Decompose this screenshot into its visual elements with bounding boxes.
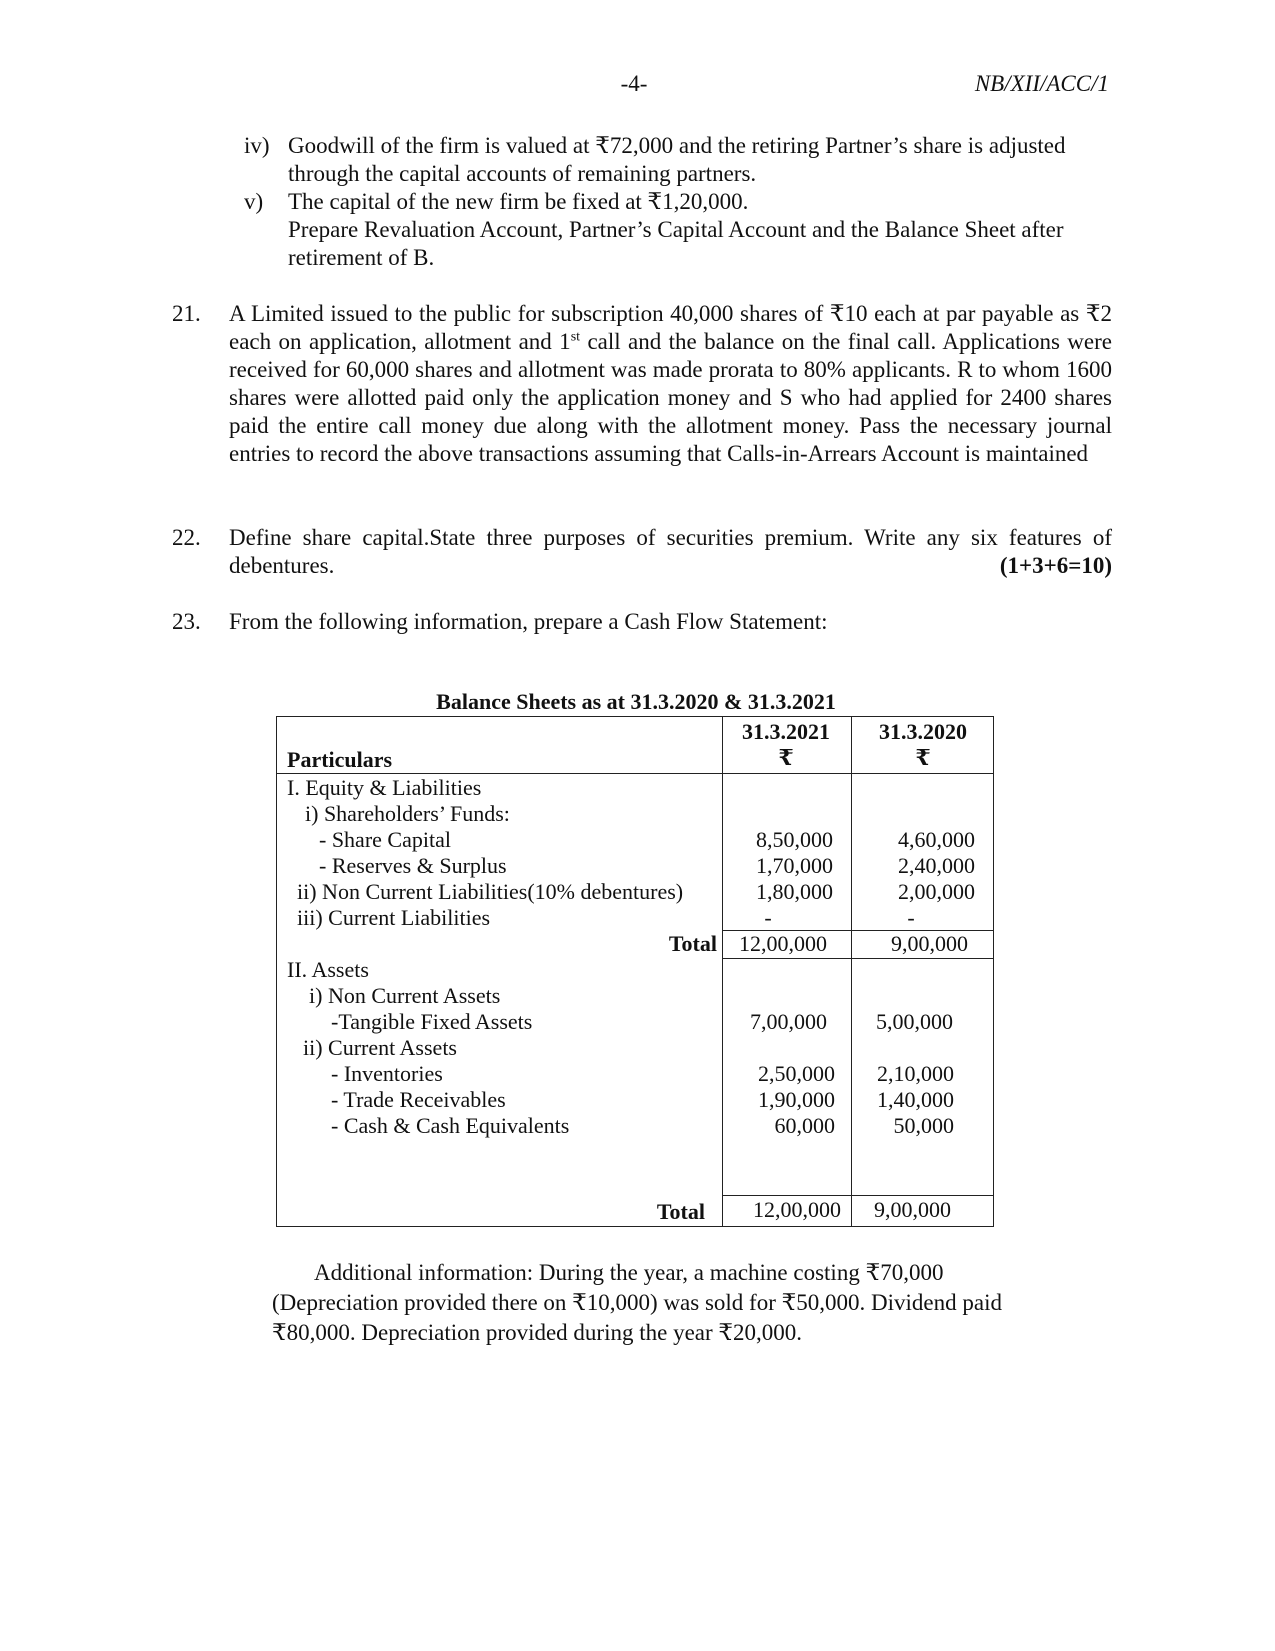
table-cell-2021: - bbox=[764, 905, 772, 930]
header-divider bbox=[277, 773, 993, 774]
column-header-2021: 31.3.2021 bbox=[742, 719, 830, 744]
table-cell-2021: 12,00,000 bbox=[753, 1197, 841, 1222]
question-number: 22. bbox=[172, 525, 201, 550]
table-row-label: - Cash & Cash Equivalents bbox=[331, 1113, 570, 1138]
list-item-text: The capital of the new firm be fixed at ₹1,20,000. bbox=[288, 189, 749, 214]
table-row-label: i) Shareholders’ Funds: bbox=[305, 801, 510, 826]
table-cell-2020: - bbox=[907, 905, 915, 930]
list-item-number: v) bbox=[244, 189, 264, 214]
question-text: A Limited issued to the public for subscription 40,000 shares of ₹10 each at par payable as ₹2 each on application, allotment and 1st call and the balance on the final call. Applications were received for 60,000 shares and allotment was made prorata to 80% applicants. R to whom 1600 shares were allotted paid only the application money and S who had applied for 2400 shares paid the entire call money due along with the allotment money. Pass the necessary journal entries to record the above transactions assuming that Calls-in-Arrears Account is maintained bbox=[229, 301, 1112, 466]
column-divider bbox=[722, 717, 723, 1226]
table-caption: Balance Sheets as at 31.3.2020 & 31.3.2021 bbox=[436, 689, 836, 714]
table-cell-2021: 7,00,000 bbox=[750, 1009, 827, 1034]
table-row-label: - Reserves & Surplus bbox=[319, 853, 507, 878]
list-item-number: iv) bbox=[244, 133, 270, 158]
table-cell-2020: 9,00,000 bbox=[891, 931, 968, 956]
question-instruction: Prepare Revaluation Account, Partner’s Capital Account and the Balance Sheet after retirement of B. bbox=[288, 217, 1064, 270]
question-text: From the following information, prepare a Cash Flow Statement: bbox=[229, 609, 828, 634]
table-cell-2020: 50,000 bbox=[893, 1113, 954, 1138]
additional-information bbox=[272, 1258, 1072, 1348]
total-rule bbox=[722, 958, 993, 959]
question-number: 23. bbox=[172, 609, 201, 634]
table-cell-2020: 4,60,000 bbox=[898, 827, 975, 852]
table-cell-2020: 2,00,000 bbox=[898, 879, 975, 904]
table-cell-2021: 2,50,000 bbox=[758, 1061, 835, 1086]
additional-information-text: Additional information: During the year, a machine costing ₹70,000 (Depreciation provided there on ₹10,000) was sold for ₹50,000. Dividend paid ₹80,000. Depreciation provided during the year ₹20,000. bbox=[272, 1260, 1002, 1345]
table-row-label: - Trade Receivables bbox=[331, 1087, 506, 1112]
table-cell-2020: 1,40,000 bbox=[877, 1087, 954, 1112]
table-row-label: - Share Capital bbox=[319, 827, 451, 852]
table-row-label: ii) Current Assets bbox=[303, 1035, 457, 1060]
total-rule bbox=[722, 1195, 993, 1196]
total-label: Total bbox=[668, 931, 717, 956]
table-cell-2021: 1,70,000 bbox=[756, 853, 833, 878]
table-cell-2020: 9,00,000 bbox=[874, 1197, 951, 1222]
column-header-particulars: Particulars bbox=[287, 747, 393, 772]
balance-sheet-table bbox=[276, 716, 994, 1227]
table-row-label: iii) Current Liabilities bbox=[297, 905, 491, 930]
question-number: 21. bbox=[172, 301, 201, 326]
column-divider bbox=[851, 717, 852, 1226]
currency-symbol: ₹ bbox=[778, 745, 794, 770]
table-row-label: II. Assets bbox=[287, 957, 369, 982]
table-row-label: I. Equity & Liabilities bbox=[287, 775, 482, 800]
table-cell-2021: 12,00,000 bbox=[739, 931, 827, 956]
table-cell-2021: 60,000 bbox=[774, 1113, 835, 1138]
table-cell-2021: 1,90,000 bbox=[758, 1087, 835, 1112]
table-cell-2020: 5,00,000 bbox=[876, 1009, 953, 1034]
table-row-label: -Tangible Fixed Assets bbox=[331, 1009, 533, 1034]
table-cell-2021: 8,50,000 bbox=[756, 827, 833, 852]
page-number: -4- bbox=[620, 71, 648, 96]
table-cell-2020: 2,40,000 bbox=[898, 853, 975, 878]
table-row-label: - Inventories bbox=[331, 1061, 443, 1086]
currency-symbol: ₹ bbox=[915, 745, 931, 770]
list-item-text: Goodwill of the firm is valued at ₹72,000 and the retiring Partner’s share is adjusted through the capital accounts of remaining partners. bbox=[288, 133, 1066, 186]
question-text: Define share capital.State three purposes of securities premium. Write any six features of debentures. bbox=[229, 525, 1112, 578]
table-row-label: ii) Non Current Liabilities(10% debentures) bbox=[297, 879, 684, 904]
table-cell-2021: 1,80,000 bbox=[756, 879, 833, 904]
total-label: Total bbox=[656, 1199, 705, 1224]
column-header-2020: 31.3.2020 bbox=[879, 719, 967, 744]
document-code: NB/XII/ACC/1 bbox=[974, 71, 1109, 96]
table-row-label: i) Non Current Assets bbox=[309, 983, 501, 1008]
table-cell-2020: 2,10,000 bbox=[877, 1061, 954, 1086]
marks-allocation: (1+3+6=10) bbox=[999, 553, 1112, 578]
